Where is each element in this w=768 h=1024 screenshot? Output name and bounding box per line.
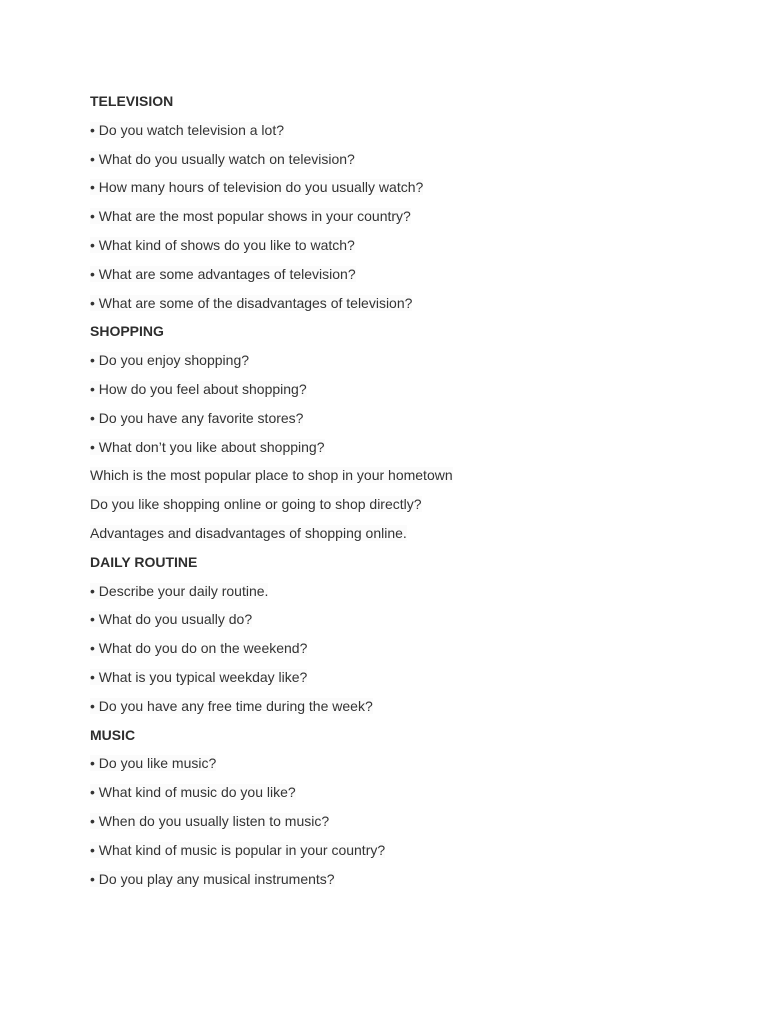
question-line: • What kind of music is popular in your country? bbox=[90, 841, 386, 858]
question-line: • What do you usually watch on television? bbox=[90, 150, 355, 167]
question-line: • What don’t you like about shopping? bbox=[90, 438, 325, 455]
question-line: • When do you usually listen to music? bbox=[90, 812, 330, 829]
question-line: • Do you enjoy shopping? bbox=[90, 352, 250, 369]
question-line: • What do you usually do? bbox=[90, 611, 253, 628]
question-line: Do you like shopping online or going to shop directly? bbox=[90, 496, 422, 513]
question-line: • What kind of shows do you like to watch? bbox=[90, 236, 355, 253]
question-line: • Do you have any free time during the week? bbox=[90, 697, 373, 714]
document-page bbox=[90, 87, 730, 893]
section-music bbox=[90, 721, 730, 894]
section-heading: SHOPPING bbox=[90, 323, 164, 340]
section-daily-routine bbox=[90, 548, 730, 721]
question-line: • What are the most popular shows in your country? bbox=[90, 208, 411, 225]
question-line: • What do you do on the weekend? bbox=[90, 640, 308, 657]
question-line: • What kind of music do you like? bbox=[90, 784, 296, 801]
question-line: • Describe your daily routine. bbox=[90, 582, 269, 599]
section-heading: DAILY ROUTINE bbox=[90, 553, 198, 570]
question-line: • Do you have any favorite stores? bbox=[90, 409, 304, 426]
question-line: • Do you like music? bbox=[90, 755, 217, 772]
question-line: • How many hours of television do you usually watch? bbox=[90, 179, 424, 196]
section-television bbox=[90, 87, 730, 317]
section-shopping bbox=[90, 317, 730, 547]
question-line: • Do you play any musical instruments? bbox=[90, 870, 335, 887]
question-line: • How do you feel about shopping? bbox=[90, 380, 307, 397]
section-heading: MUSIC bbox=[90, 726, 136, 743]
question-line: Advantages and disadvantages of shopping online. bbox=[90, 524, 407, 541]
question-line: Which is the most popular place to shop in your hometown bbox=[90, 467, 453, 484]
question-line: • What is you typical weekday like? bbox=[90, 668, 308, 685]
question-line: • What are some of the disadvantages of television? bbox=[90, 294, 413, 311]
question-line: • What are some advantages of television? bbox=[90, 265, 356, 282]
section-heading: TELEVISION bbox=[90, 93, 174, 109]
question-line: • Do you watch television a lot? bbox=[90, 121, 285, 138]
